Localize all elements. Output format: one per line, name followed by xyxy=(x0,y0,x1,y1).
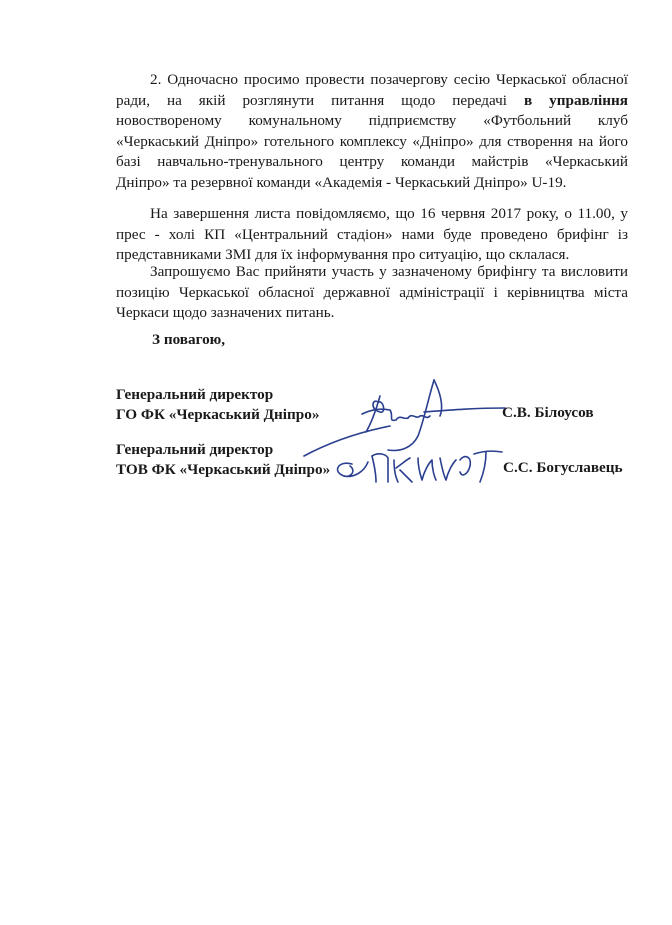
text-line: Черкаси щодо зазначених питань. xyxy=(116,304,335,321)
bold-fragment: в управління xyxy=(523,91,628,109)
signatory-1-block xyxy=(116,385,319,425)
signatory-2-organization: ТОВ ФК «Черкаський Дніпро» xyxy=(116,461,331,478)
text-line: новоствореному комунальному підприємству «Футбольний клуб xyxy=(116,112,628,129)
text-line: На завершення листа повідомляємо, що 16 червня 2017 року, о 11.00, у xyxy=(150,205,628,222)
handwritten-signature-2 xyxy=(330,442,510,492)
signatory-1-organization: ГО ФК «Черкаський Дніпро» xyxy=(116,406,320,423)
text-line: представниками ЗМІ для їх інформування про ситуацію, що склалася. xyxy=(116,246,570,263)
signatory-2-name: С.С. Богуславець xyxy=(503,459,623,476)
text-line: базі навчально-тренувального центру команди майстрів «Черкаський xyxy=(116,153,628,170)
signatory-1-name: С.В. Білоусов xyxy=(502,404,594,421)
text-line: «Черкаський Дніпро» готельного комплексу «Дніпро» для створення на його xyxy=(116,132,628,150)
paragraph-session-request xyxy=(116,70,628,193)
text-line: Запрошуємо Вас прийняти участь у зазначеному брифінгу та висловити xyxy=(150,263,628,280)
paragraph-briefing-notice xyxy=(116,204,628,266)
text-line: позицію Черкаської обласної державної адміністрації і керівництва міста xyxy=(116,283,628,301)
signatory-2-title: Генеральний директор xyxy=(116,441,274,458)
paragraph-invitation xyxy=(116,262,628,324)
signatory-2-block xyxy=(116,440,330,480)
text-line: 2. Одночасно просимо провести позачергову сесію Черкаської обласної xyxy=(150,71,628,88)
text-line: Дніпро» та резервної команди «Академія - Черкаський Дніпро» U-19. xyxy=(116,173,567,191)
closing-salutation: З повагою, xyxy=(152,331,226,348)
text-line: прес - холі КП «Центральний стадіон» нами буде проведено брифінг із xyxy=(116,225,628,243)
signatory-1-title: Генеральний директор xyxy=(116,386,274,403)
text-line: ради, на якій розглянути питання щодо передачі в управління xyxy=(116,91,628,109)
